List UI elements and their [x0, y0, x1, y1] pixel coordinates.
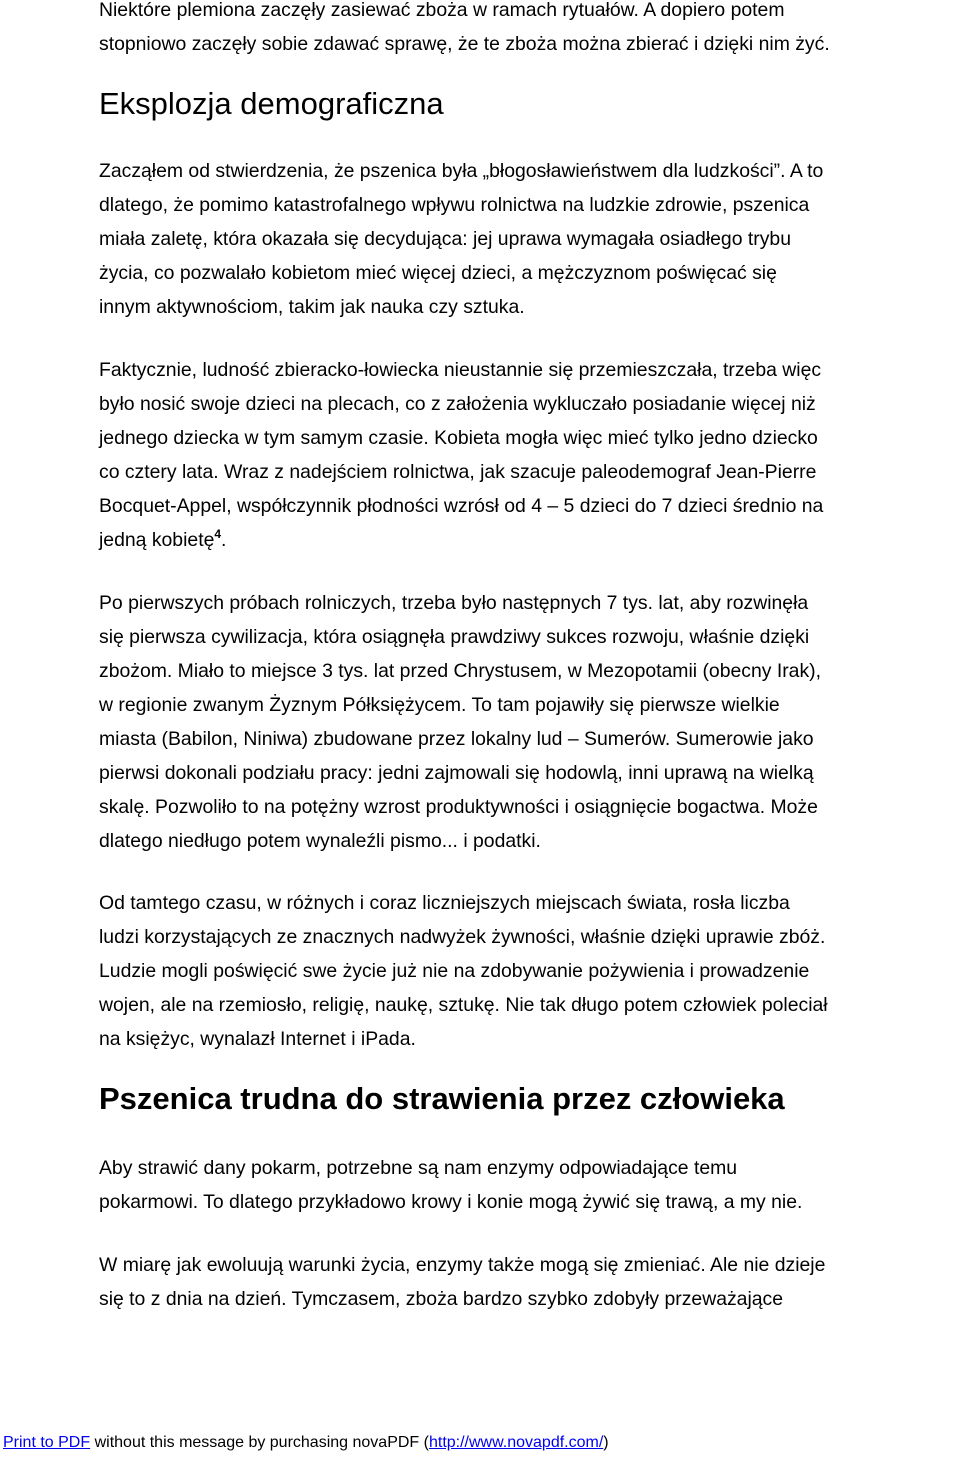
text-line: Zacząłem od stwierdzenia, że pszenica była „błogosławieństwem dla ludzkości”. A to	[99, 160, 824, 182]
text-line: W miarę jak ewoluują warunki życia, enzymy także mogą się zmieniać. Ale nie dzieje	[99, 1254, 826, 1276]
paragraph	[99, 353, 823, 557]
novapdf-link[interactable]: http://www.novapdf.com/	[428, 1434, 604, 1451]
text-line: na księżyc, wynalazł Internet i iPada.	[99, 1028, 416, 1050]
paragraph	[99, 886, 828, 1056]
text-line: pokarmowi. To dlatego przykładowo krowy i konie mogą żywić się trawą, a my nie.	[99, 1191, 803, 1213]
text-line: miała zaletę, która okazała się decydująca: jej uprawa wymagała osiadłego trybu	[99, 228, 791, 250]
text-line: Bocquet-Appel, współczynnik płodności wzrósł od 4 – 5 dzieci do 7 dzieci średnio na	[99, 495, 824, 517]
text-line: się pierwsza cywilizacja, która osiągnęła prawdziwy sukces rozwoju, właśnie dzięki	[99, 626, 810, 648]
text-line: Niektóre plemiona zaczęły zasiewać zboża w ramach rytuałów. A dopiero potem	[99, 0, 785, 21]
text-line: się to z dnia na dzień. Tymczasem, zboża bardzo szybko zdobyły przeważające	[99, 1288, 784, 1310]
paragraph	[99, 1151, 802, 1219]
section-heading: Eksplozja demograficzna	[99, 86, 444, 121]
text-line: było nosić swoje dzieci na plecach, co z założenia wykluczało posiadanie więcej niż	[99, 393, 816, 415]
text-line: skalę. Pozwoliło to na potężny wzrost produktywności i osiągnięcie bogactwa. Może	[99, 796, 818, 818]
text-line: jednego dziecka w tym samym czasie. Kobieta mogła więc mieć tylko jedno dziecko	[99, 427, 818, 449]
text-line: ludzi korzystających ze znacznych nadwyżek żywności, właśnie dzięki uprawie zbóż.	[99, 926, 826, 948]
text-line: pierwsi dokonali podziału pracy: jedni zajmowali się hodowlą, inni uprawą na wielką	[99, 762, 814, 784]
text-line	[99, 523, 823, 557]
footnote-marker: 4	[214, 527, 222, 541]
section-heading: Pszenica trudna do strawienia przez człowieka	[99, 1081, 785, 1116]
footer-text-end: )	[603, 1434, 609, 1451]
text-fragment: .	[221, 529, 227, 551]
print-to-pdf-link[interactable]: Print to PDF	[3, 1434, 91, 1451]
paragraph	[99, 154, 823, 324]
text-line: stopniowo zaczęły sobie zdawać sprawę, że te zboża można zbierać i dzięki nim żyć.	[99, 33, 830, 55]
text-line: życia, co pozwalało kobietom mieć więcej dzieci, a mężczyznom poświęcać się	[99, 262, 777, 284]
text-line: miasta (Babilon, Niniwa) zbudowane przez lokalny lud – Sumerów. Sumerowie jako	[99, 728, 814, 750]
paragraph-intro	[99, 0, 830, 61]
text-line: w regionie zwanym Żyznym Półksiężycem. To tam pojawiły się pierwsze wielkie	[99, 694, 780, 716]
text-line: co cztery lata. Wraz z nadejściem rolnictwa, jak szacuje paleodemograf Jean-Pierre	[99, 461, 817, 483]
text-fragment: jedną kobietę	[99, 529, 215, 551]
text-line: Po pierwszych próbach rolniczych, trzeba było następnych 7 tys. lat, aby rozwinęła	[99, 592, 809, 614]
text-line: Od tamtego czasu, w różnych i coraz liczniejszych miejscach świata, rosła liczba	[99, 892, 790, 914]
text-line: innym aktywnościom, takim jak nauka czy sztuka.	[99, 296, 525, 318]
text-line: dlatego, że pomimo katastrofalnego wpływu rolnictwa na ludzkie zdrowie, pszenica	[99, 194, 810, 216]
paragraph	[99, 1248, 825, 1316]
text-line: Faktycznie, ludność zbieracko-łowiecka nieustannie się przemieszczała, trzeba więc	[99, 359, 822, 381]
print-footer	[3, 1433, 609, 1453]
text-line: wojen, ale na rzemiosło, religię, naukę, sztukę. Nie tak długo potem człowiek poleciał	[99, 994, 828, 1016]
text-line: zbożom. Miało to miejsce 3 tys. lat przed Chrystusem, w Mezopotamii (obecny Irak),	[99, 660, 822, 682]
text-line: dlatego niedługo potem wynaleźli pismo... i podatki.	[99, 830, 541, 852]
text-line: Aby strawić dany pokarm, potrzebne są nam enzymy odpowiadające temu	[99, 1157, 738, 1179]
text-line: Ludzie mogli poświęcić swe życie już nie na zdobywanie pożywienia i prowadzenie	[99, 960, 810, 982]
paragraph	[99, 586, 821, 858]
footer-text: without this message by purchasing novaPDF (	[90, 1434, 429, 1451]
